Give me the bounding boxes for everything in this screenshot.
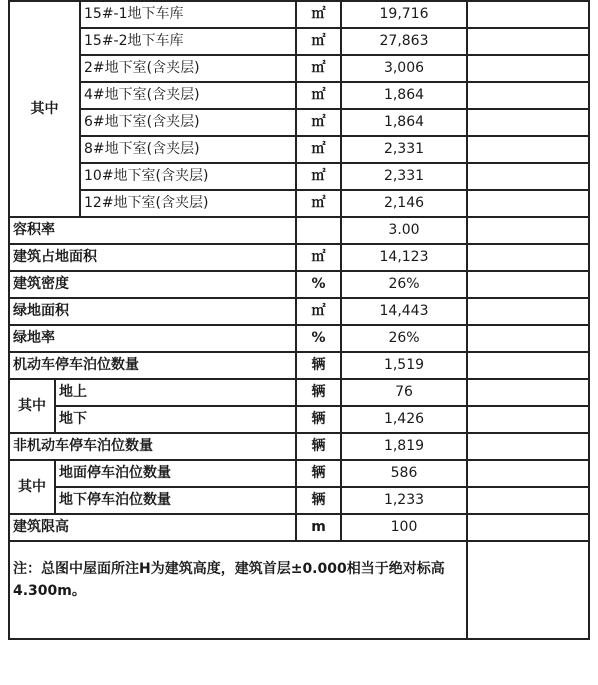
- row-remark: [467, 55, 589, 82]
- row-value: 2,331: [341, 136, 467, 163]
- row-remark: [467, 487, 589, 514]
- row-unit: ㎡: [296, 163, 341, 190]
- row-unit: [296, 217, 341, 244]
- row-remark: [467, 82, 589, 109]
- row-value: 1,233: [341, 487, 467, 514]
- table-row: [9, 217, 589, 244]
- row-value: 1,819: [341, 433, 467, 460]
- row-unit: 辆: [296, 487, 341, 514]
- table-row: [9, 244, 589, 271]
- row-unit: %: [296, 325, 341, 352]
- row-remark: [467, 325, 589, 352]
- row-remark: [467, 433, 589, 460]
- row-label: 容积率: [9, 217, 296, 244]
- row-unit: %: [296, 271, 341, 298]
- row-unit: ㎡: [296, 109, 341, 136]
- row-label: 建筑限高: [9, 514, 296, 541]
- row-remark: [467, 244, 589, 271]
- row-unit: ㎡: [296, 1, 341, 28]
- row-unit: ㎡: [296, 136, 341, 163]
- row-unit: 辆: [296, 379, 341, 406]
- row-remark: [467, 352, 589, 379]
- table-row: [9, 55, 589, 82]
- row-value: 19,716: [341, 1, 467, 28]
- row-value: 1,864: [341, 82, 467, 109]
- row-unit: ㎡: [296, 28, 341, 55]
- row-label: 地面停车泊位数量: [55, 460, 296, 487]
- row-unit: 辆: [296, 433, 341, 460]
- row-value: 1,864: [341, 109, 467, 136]
- row-value: 1,519: [341, 352, 467, 379]
- row-value: 3,006: [341, 55, 467, 82]
- row-unit: 辆: [296, 406, 341, 433]
- row-label: 15#-2地下车库: [80, 28, 296, 55]
- table-row: [9, 82, 589, 109]
- row-label: 15#-1地下车库: [80, 1, 296, 28]
- row-remark: [467, 217, 589, 244]
- table-row: [9, 28, 589, 55]
- row-unit: ㎡: [296, 244, 341, 271]
- row-unit: 辆: [296, 352, 341, 379]
- row-value: 2,331: [341, 163, 467, 190]
- table-row: [9, 190, 589, 217]
- row-remark: [467, 514, 589, 541]
- row-value: 27,863: [341, 28, 467, 55]
- group-label: 其中: [9, 379, 55, 433]
- row-unit: m: [296, 514, 341, 541]
- row-label: 绿地率: [9, 325, 296, 352]
- row-remark: [467, 109, 589, 136]
- table-row: [9, 271, 589, 298]
- table-row: [9, 541, 589, 639]
- row-remark: [467, 406, 589, 433]
- row-remark: [467, 190, 589, 217]
- table-row: [9, 460, 589, 487]
- table-row: [9, 298, 589, 325]
- row-label: 地上: [55, 379, 296, 406]
- table-row: [9, 136, 589, 163]
- row-value: 100: [341, 514, 467, 541]
- row-unit: ㎡: [296, 82, 341, 109]
- row-value: 76: [341, 379, 467, 406]
- table-row: [9, 325, 589, 352]
- row-label: 地下: [55, 406, 296, 433]
- row-label: 绿地面积: [9, 298, 296, 325]
- table-row: [9, 163, 589, 190]
- row-remark: [467, 541, 589, 639]
- group-label: 其中: [9, 1, 80, 217]
- row-label: 建筑密度: [9, 271, 296, 298]
- row-remark: [467, 28, 589, 55]
- row-unit: ㎡: [296, 298, 341, 325]
- row-remark: [467, 271, 589, 298]
- group-label: 其中: [9, 460, 55, 514]
- table-row: [9, 1, 589, 28]
- table-row: [9, 514, 589, 541]
- row-value: 14,123: [341, 244, 467, 271]
- row-remark: [467, 460, 589, 487]
- row-unit: 辆: [296, 460, 341, 487]
- footnote: 注：总图中屋面所注H为建筑高度，建筑首层±0.000相当于绝对标高4.300m。: [9, 541, 467, 639]
- table-row: [9, 352, 589, 379]
- row-unit: ㎡: [296, 55, 341, 82]
- row-remark: [467, 379, 589, 406]
- row-label: 2#地下室(含夹层): [80, 55, 296, 82]
- row-value: 26%: [341, 325, 467, 352]
- row-remark: [467, 163, 589, 190]
- row-label: 8#地下室(含夹层): [80, 136, 296, 163]
- row-value: 1,426: [341, 406, 467, 433]
- row-label: 6#地下室(含夹层): [80, 109, 296, 136]
- row-label: 地下停车泊位数量: [55, 487, 296, 514]
- row-remark: [467, 136, 589, 163]
- row-value: 14,443: [341, 298, 467, 325]
- table-row: [9, 379, 589, 406]
- row-label: 12#地下室(含夹层): [80, 190, 296, 217]
- table-row: [9, 406, 589, 433]
- table-row: [9, 487, 589, 514]
- table-row: [9, 433, 589, 460]
- row-value: 26%: [341, 271, 467, 298]
- row-value: 3.00: [341, 217, 467, 244]
- row-remark: [467, 1, 589, 28]
- row-label: 非机动车停车泊位数量: [9, 433, 296, 460]
- indicator-table: [8, 0, 590, 640]
- row-label: 4#地下室(含夹层): [80, 82, 296, 109]
- row-label: 建筑占地面积: [9, 244, 296, 271]
- row-label: 机动车停车泊位数量: [9, 352, 296, 379]
- row-label: 10#地下室(含夹层): [80, 163, 296, 190]
- row-unit: ㎡: [296, 190, 341, 217]
- data-table-container: [8, 0, 590, 640]
- table-row: [9, 109, 589, 136]
- row-value: 586: [341, 460, 467, 487]
- row-remark: [467, 298, 589, 325]
- row-value: 2,146: [341, 190, 467, 217]
